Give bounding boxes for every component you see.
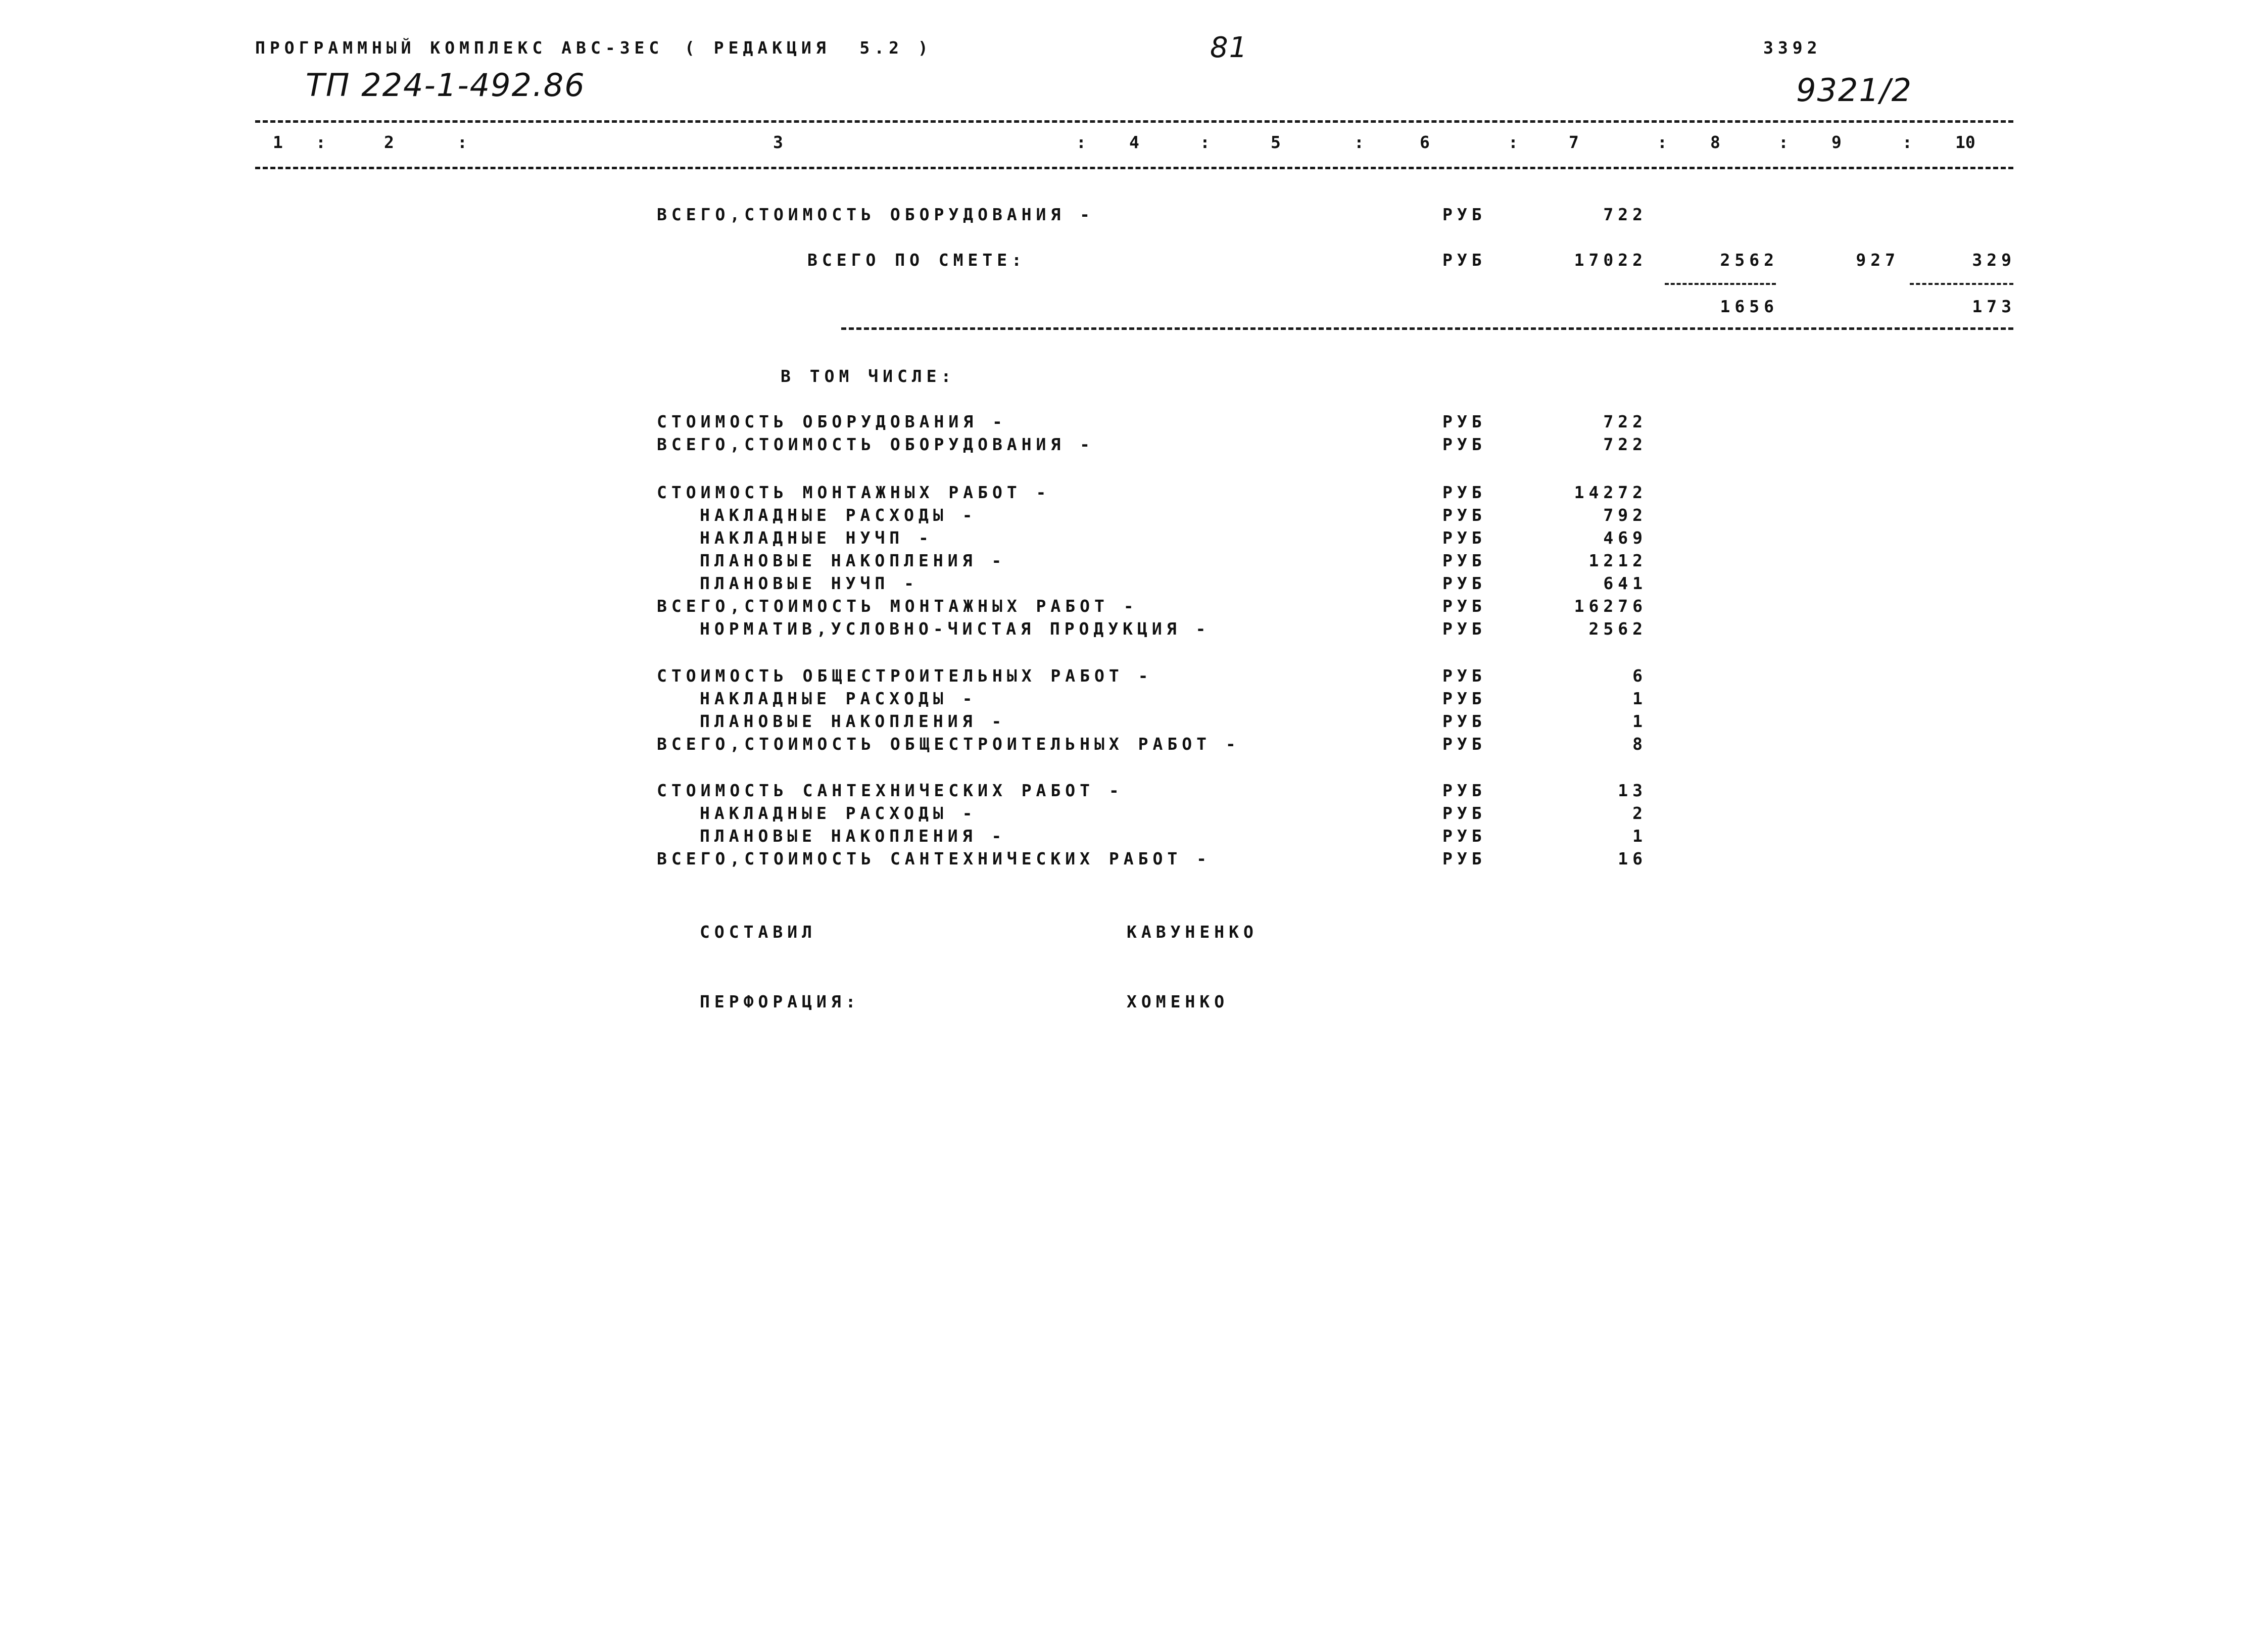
column-separator: : — [1778, 132, 1789, 152]
cost-row-unit: РУБ — [1442, 551, 1486, 570]
column-number: 8 — [1710, 132, 1720, 152]
estimate-total-value: 17022 — [1574, 250, 1647, 270]
column-separator: : — [1354, 132, 1364, 152]
cost-row-label: ВСЕГО,СТОИМОСТЬ МОНТАЖНЫХ РАБОТ - — [657, 596, 1138, 616]
estimate-total-label: ВСЕГО ПО СМЕТЕ: — [807, 250, 1027, 270]
cost-row-value: 6 — [1632, 666, 1647, 686]
cost-row-unit: РУБ — [1442, 619, 1486, 639]
cost-row-label: ПЛАНОВЫЕ НАКОПЛЕНИЯ - — [700, 826, 1006, 846]
perforation-name: ХОМЕНКО — [1127, 992, 1229, 1011]
cost-row-unit: РУБ — [1442, 505, 1486, 525]
cost-row-value: 469 — [1603, 528, 1647, 548]
cost-row-label: СТОИМОСТЬ ОБОРУДОВАНИЯ - — [657, 412, 1007, 431]
cost-row-value: 8 — [1632, 734, 1647, 754]
cost-row-label: НАКЛАДНЫЕ НУЧП - — [700, 528, 933, 548]
cost-row-value: 1 — [1632, 689, 1647, 708]
column-separator: : — [1902, 132, 1912, 152]
column-number: 2 — [384, 132, 394, 152]
perforation-label: ПЕРФОРАЦИЯ: — [700, 992, 860, 1011]
estimate-col10-top: 329 — [1972, 250, 2016, 270]
total-equipment-value: 722 — [1603, 205, 1647, 224]
cost-row-unit: РУБ — [1442, 596, 1486, 616]
cost-row-label: ВСЕГО,СТОИМОСТЬ САНТЕХНИЧЕСКИХ РАБОТ - — [657, 849, 1211, 868]
cost-row-unit: РУБ — [1442, 412, 1486, 431]
cost-row-value: 2562 — [1588, 619, 1647, 639]
cost-row-unit: РУБ — [1442, 781, 1486, 800]
cost-row-unit: РУБ — [1442, 573, 1486, 593]
cost-row-unit: РУБ — [1442, 528, 1486, 548]
estimate-col8-bottom: 1656 — [1720, 297, 1778, 316]
cost-row-value: 1 — [1632, 826, 1647, 846]
column-separator: : — [316, 132, 326, 152]
estimate-col10-bottom: 173 — [1972, 297, 2016, 316]
sheet-code: 9321/2 — [1796, 72, 1913, 109]
cost-row-unit: РУБ — [1442, 666, 1486, 686]
column-number: 9 — [1831, 132, 1842, 152]
column-separator: : — [1200, 132, 1210, 152]
estimate-col9: 927 — [1856, 250, 1900, 270]
estimate-col8-top: 2562 — [1720, 250, 1778, 270]
col10-subrule — [1910, 283, 2013, 285]
cost-row-value: 1212 — [1588, 551, 1647, 570]
column-number: 4 — [1129, 132, 1139, 152]
cost-row-label: СТОИМОСТЬ САНТЕХНИЧЕСКИХ РАБОТ - — [657, 781, 1124, 800]
col8-subrule — [1665, 283, 1776, 285]
cost-row-label: ВСЕГО,СТОИМОСТЬ ОБОРУДОВАНИЯ - — [657, 435, 1095, 454]
cost-row-label: ПЛАНОВЫЕ НАКОПЛЕНИЯ - — [700, 551, 1006, 570]
cost-row-unit: РУБ — [1442, 734, 1486, 754]
total-equipment-unit: РУБ — [1442, 205, 1486, 224]
cost-row-value: 14272 — [1574, 482, 1647, 502]
header-top-rule — [255, 120, 2013, 123]
cost-row-label: НАКЛАДНЫЕ РАСХОДЫ - — [700, 689, 977, 708]
column-number: 7 — [1569, 132, 1579, 152]
cost-row-value: 13 — [1618, 781, 1647, 800]
column-number-row — [0, 132, 2268, 158]
cost-row-value: 16276 — [1574, 596, 1647, 616]
column-number: 5 — [1271, 132, 1281, 152]
cost-row-unit: РУБ — [1442, 711, 1486, 731]
compiled-name: КАВУНЕНКО — [1127, 922, 1258, 942]
column-number: 6 — [1420, 132, 1430, 152]
cost-row-label: ВСЕГО,СТОИМОСТЬ ОБЩЕСТРОИТЕЛЬНЫХ РАБОТ - — [657, 734, 1240, 754]
cost-row-label: НАКЛАДНЫЕ РАСХОДЫ - — [700, 803, 977, 823]
page-number: 81 — [1210, 31, 1248, 64]
cost-row-label: НАКЛАДНЫЕ РАСХОДЫ - — [700, 505, 977, 525]
including-label: В ТОМ ЧИСЛЕ: — [781, 366, 956, 386]
program-title: ПРОГРАММНЫЙ КОМПЛЕКС АВС-3ЕС — [255, 38, 664, 58]
cost-row-unit: РУБ — [1442, 849, 1486, 868]
cost-row-unit: РУБ — [1442, 435, 1486, 454]
estimate-total-unit: РУБ — [1442, 250, 1486, 270]
cost-row-unit: РУБ — [1442, 803, 1486, 823]
cost-row-label: НОРМАТИВ,УСЛОВНО-ЧИСТАЯ ПРОДУКЦИЯ - — [700, 619, 1211, 639]
column-separator: : — [1076, 132, 1086, 152]
doc-code: 3392 — [1763, 38, 1822, 58]
compiled-label: СОСТАВИЛ — [700, 922, 816, 942]
column-number: 1 — [273, 132, 283, 152]
total-equipment-label: ВСЕГО,СТОИМОСТЬ ОБОРУДОВАНИЯ - — [657, 205, 1095, 224]
cost-row-value: 2 — [1632, 803, 1647, 823]
cost-row-label: СТОИМОСТЬ ОБЩЕСТРОИТЕЛЬНЫХ РАБОТ - — [657, 666, 1153, 686]
cost-row-value: 792 — [1603, 505, 1647, 525]
cost-row-unit: РУБ — [1442, 689, 1486, 708]
edition-label: ( РЕДАКЦИЯ 5.2 ) — [685, 38, 933, 58]
column-number: 10 — [1955, 132, 1975, 152]
cost-row-value: 722 — [1603, 435, 1647, 454]
project-code: ТП 224-1-492.86 — [306, 67, 586, 104]
cost-row-unit: РУБ — [1442, 826, 1486, 846]
column-number: 3 — [773, 132, 783, 152]
cost-row-value: 1 — [1632, 711, 1647, 731]
cost-row-label: ПЛАНОВЫЕ НАКОПЛЕНИЯ - — [700, 711, 1006, 731]
totals-bottom-rule — [841, 327, 2013, 330]
cost-row-label: ПЛАНОВЫЕ НУЧП - — [700, 573, 919, 593]
column-separator: : — [457, 132, 467, 152]
column-separator: : — [1657, 132, 1667, 152]
cost-row-value: 641 — [1603, 573, 1647, 593]
cost-row-value: 16 — [1618, 849, 1647, 868]
column-separator: : — [1508, 132, 1518, 152]
cost-row-label: СТОИМОСТЬ МОНТАЖНЫХ РАБОТ - — [657, 482, 1051, 502]
cost-row-unit: РУБ — [1442, 482, 1486, 502]
header-bottom-rule — [255, 167, 2013, 169]
cost-row-value: 722 — [1603, 412, 1647, 431]
